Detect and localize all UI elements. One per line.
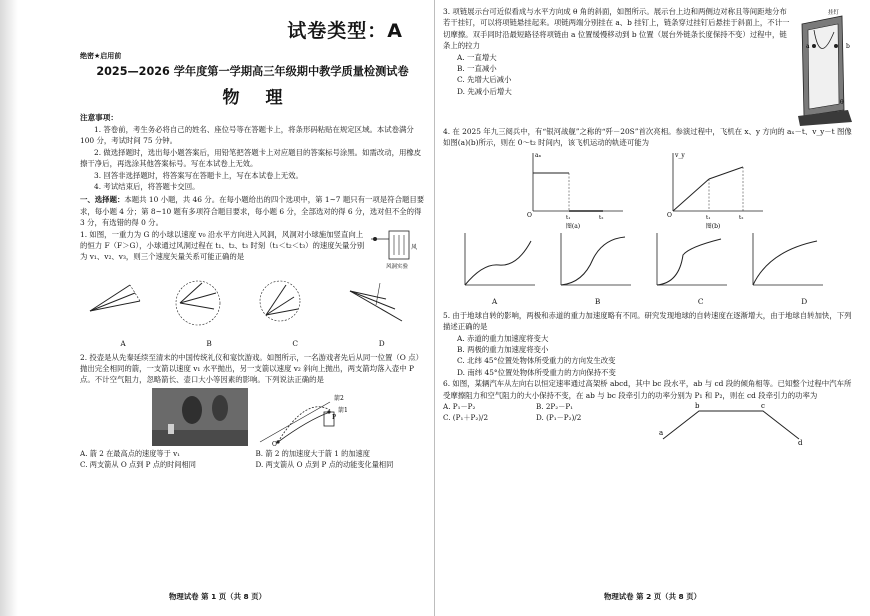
notice-item: 4. 考试结束后，将答题卡交回。	[94, 182, 200, 192]
q3-option-c[interactable]: C. 先增大后减小	[457, 75, 512, 85]
q5-option-d[interactable]: D. 南纬 45°位置处物体所受重力的方向保持不变	[457, 367, 616, 377]
wind-label: 风	[411, 243, 418, 251]
tick-t2-b: t₂	[739, 214, 744, 221]
question-5-text: 5. 由于地球自转的影响，两极和赤道的重力加速度略有不同。研究发现地球的自转速度在逐渐增大，由于地球自转加快，下列描述正确的是	[443, 310, 852, 332]
q2-option-c[interactable]: C. 两支箭从 O 点到 P 点的时间相同	[80, 459, 196, 469]
notice-heading: 注意事项：	[80, 113, 118, 122]
arrow-1-label: 箭1	[338, 406, 348, 414]
secret-label: 绝密★启用前	[80, 52, 122, 60]
point-b-label: b	[846, 43, 850, 50]
section-text: 本题共 10 小题，共 46 分。在每小题给出的四个选项中，第 1~7 题只有一项是符合题目要求，每小题 4 分；第 8~10 题有多项符合题目要求，每小题 6 分，全部选对的得 6 分，选对但不全的得 3 分，有选错的得 0 分。	[80, 195, 425, 228]
exam-title: 2025—2026 学年度第一学期高三年级期中教学质量检测试卷	[96, 65, 409, 78]
q5-option-a[interactable]: A. 赤道的重力加速度将变大	[457, 333, 549, 343]
tick-t1-b: t₁	[706, 214, 711, 221]
q1-option-d[interactable]: D	[378, 338, 385, 348]
svg-text:O: O	[667, 211, 672, 219]
q1-option-a-diagram	[90, 285, 140, 311]
q6-options	[443, 401, 623, 423]
subject-title: 物理	[222, 88, 309, 108]
point-p-label: P	[332, 413, 337, 421]
notice-item: 1. 答卷前，考生务必将自己的姓名、座位号等在答题卡上，将条形码粘贴在规定区域。本试卷满分 100 分，考试时间 75 分钟。	[80, 125, 414, 146]
exam-type: 试卷类型：A	[287, 20, 403, 42]
q1-option-b[interactable]: B	[206, 338, 212, 348]
q1-option-c-diagram	[260, 281, 300, 321]
nail-label: 挂钉	[828, 10, 840, 16]
q4-option-b[interactable]: B	[594, 296, 601, 306]
q4-option-labels	[443, 297, 856, 306]
q1-option-labels	[80, 339, 425, 348]
q2-option-a[interactable]: A. 箭 2 在最高点的速度等于 v₁	[80, 448, 181, 458]
theta-label: θ	[840, 99, 844, 106]
question-4-text: 4. 在 2025 年九三阅兵中，有“银河战舰”之称的“歼－20S”首次亮相。参演过程中，飞机在 x、y 方向的 aₓ－t、v_y－t 图像如图(a)(b)所示，则在 0～t₂ 时间内，该飞机运动的轨迹可能为	[443, 127, 852, 148]
q1-option-b-diagram	[176, 281, 220, 325]
q3-option-a[interactable]: A. 一直增大	[457, 52, 497, 62]
q1-options-figure	[80, 271, 420, 339]
q1-option-a[interactable]: A	[120, 338, 126, 348]
exam-page-2	[435, 0, 870, 616]
necklace-stand-figure	[792, 6, 856, 126]
wind-tunnel-caption: 风洞实验	[385, 263, 409, 270]
notice-item: 3. 回答非选择题时，将答案写在答题卡上，写在本试卷上无效。	[94, 170, 303, 180]
notice-item: 2. 做选择题时，选出每小题答案后，用铅笔把答题卡上对应题目的答案标号涂黑。如需改动，用橡皮擦干净后，再选涂其他答案标号。写在本试卷上无效。	[80, 147, 422, 169]
bridge-label-c: c	[761, 402, 765, 411]
q1-option-c[interactable]: C	[292, 338, 299, 348]
page-footer-right: 物理试卷 第 2 页（共 8 页）	[603, 592, 702, 601]
tick-t2-a: t₂	[599, 214, 604, 221]
fig-a-caption: 图(a)	[565, 222, 581, 229]
fig-b-caption: 图(b)	[705, 222, 721, 229]
tick-t1-a: t₁	[566, 214, 571, 221]
bridge-label-a: a	[659, 429, 664, 438]
question-3	[443, 6, 856, 126]
q2-figure	[80, 386, 420, 448]
q4-option-b-graph	[561, 233, 631, 285]
section-instructions	[80, 194, 425, 228]
axis-vy-label: v_y	[675, 151, 685, 159]
bridge-label-d: d	[798, 439, 803, 446]
page-footer-left: 物理试卷 第 1 页（共 8 页）	[168, 592, 267, 601]
section-title: 一、选择题：	[80, 195, 125, 205]
q6-option-d[interactable]: D. (P₁－P₂)/2	[536, 413, 582, 423]
axis-ax-label: aₓ	[535, 151, 542, 159]
point-o-label: O	[272, 440, 277, 448]
q2-option-b[interactable]: B. 箭 2 的加速度大于箭 1 的加速度	[255, 448, 370, 458]
q2-options	[80, 448, 425, 470]
graph-a	[527, 152, 623, 229]
q6-option-c[interactable]: C. (P₁＋P₂)/2	[443, 413, 489, 423]
question-1-text: 1. 如图，一重力为 G 的小球以速度 v₀ 沿水平方向进入风洞，风洞对小球施加竖直向上的恒力 F（F＞G），小球通过风洞过程在 t₁、t₂、t₃ 时刻（t₁＜t₂＜t₃）的速度矢量分别为 v₁、v₂、v₃，则三个速度矢量关系可能正确的是	[80, 229, 365, 262]
q4-option-a[interactable]: A	[491, 296, 498, 306]
q4-option-d-graph	[753, 233, 823, 285]
bridge-figure	[657, 401, 807, 445]
question-2-text: 2. 投壶是从先秦延续至清末的中国传统礼仪和宴饮游戏。如图所示，一名游戏者先后从同一位置（O 点）抛出完全相同的箭，一支箭以速度 v₁ 水平抛出，另一支箭以速度 v₂ 斜向上抛出，两支箭均落入壶中 P 点。不计空气阻力，忽略箭长、壶口大小等因素的影响。下列说法正确的是	[80, 352, 424, 385]
wind-tunnel-figure	[369, 229, 425, 271]
q4-option-c-graph	[657, 233, 727, 285]
q4-option-d[interactable]: D	[801, 296, 808, 306]
q4-graphs	[513, 149, 813, 229]
q3-option-d[interactable]: D. 先减小后增大	[457, 86, 512, 96]
question-6-body	[443, 401, 856, 445]
q6-option-a[interactable]: A. P₁－P₂	[443, 402, 476, 412]
svg-text:O: O	[527, 211, 532, 219]
q4-option-a-graph	[465, 233, 535, 285]
point-a-label: a	[806, 43, 810, 50]
question-3-text: 3. 项链展示台可近似看成与水平方向成 θ 角的斜面，如图所示。展示台上边和两侧边对称且等间距地分布若干挂钉，可以将项链悬挂起来。项链两端分别挂在 a、b 挂钉上，链条穿过挂钉后悬挂于斜面上，不计一切摩擦。双手同时沿最短路径将项链由 a 位置缓慢移动到 b 位置（展台外链条长度保持不变）过程中，链条上的拉力	[443, 7, 790, 51]
q2-option-d[interactable]: D. 两支箭从 O 点到 P 点的动能变化量相同	[255, 459, 394, 469]
graph-b	[667, 152, 763, 229]
q6-option-b[interactable]: B. 2P₂－P₁	[536, 402, 574, 412]
question-6-text: 6. 如图，某辆汽车从左向右以恒定速率通过高架桥 abcd，其中 bc 段水平，ab 与 cd 段的倾角相等。已知整个过程中汽车所受摩擦阻力和空气阻力的大小保持不变，在 ab 与 bc 段牵引力的功率分别为 P₁ 和 P₂，则在 cd 段牵引力的功率为	[443, 379, 852, 400]
q1-option-d-diagram	[350, 283, 402, 321]
q4-trajectory-options	[443, 229, 855, 299]
q4-option-c[interactable]: C	[697, 296, 704, 306]
question-1	[80, 229, 425, 271]
trajectory-diagram	[260, 394, 348, 448]
arrow-2-label: 箭2	[334, 394, 344, 402]
q3-option-b[interactable]: B. 一直减小	[457, 64, 497, 74]
q5-option-b[interactable]: B. 两极的重力加速度将变小	[457, 345, 549, 355]
q5-option-c[interactable]: C. 北纬 45°位置处物体所受重力的方向发生改变	[457, 356, 616, 366]
bridge-label-b: b	[695, 402, 700, 411]
